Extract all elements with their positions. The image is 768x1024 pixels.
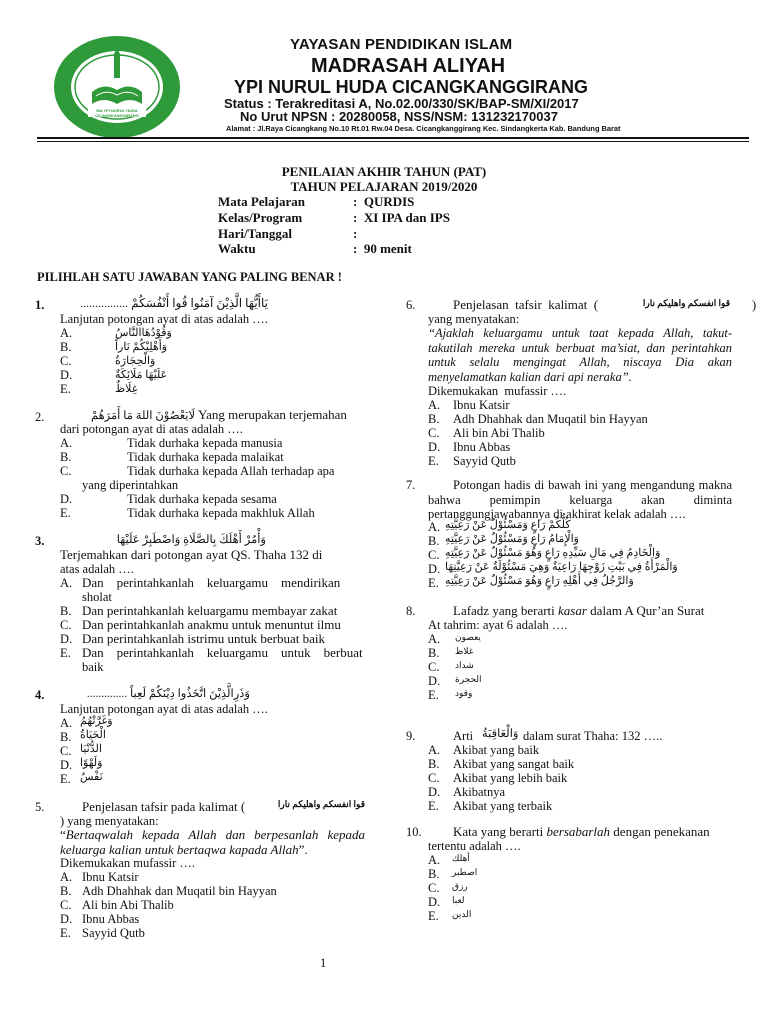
header-divider-thin xyxy=(37,141,749,142)
q10-text-line1 xyxy=(453,825,763,840)
header-divider xyxy=(37,137,749,139)
q1-option-c-letter[interactable]: C. xyxy=(60,354,72,368)
q8-number: 8. xyxy=(406,604,416,618)
q6-quote: “Ajaklah keluargamu untuk taat kepada Allah, takut-takutilah mereka untuk berbuat ma’siat, dan perintahkan untuk selalu mengingat Allah, niscaya Dia akan menyelamatkan kalian dari api neraka”. xyxy=(428,326,732,384)
q8-option-a-letter[interactable]: A. xyxy=(428,632,441,646)
q10-option-e[interactable]: الدين xyxy=(452,909,472,919)
q6-option-d-letter[interactable]: D. xyxy=(428,440,441,454)
q5-text-c: Dikemukakan mufassir …. xyxy=(60,856,196,870)
field-label-class: Kelas/Program xyxy=(218,210,303,225)
q9-text-a: Arti xyxy=(453,729,474,743)
q5-text-b: ) yang menyatakan: xyxy=(60,814,159,828)
q5-option-b-letter[interactable]: B. xyxy=(60,884,72,898)
q1-option-a[interactable]: وَقُوْدُهَاالنَّاسُ xyxy=(115,327,172,339)
instruction: PILIHLAH SATU JAWABAN YANG PALING BENAR ! xyxy=(37,270,342,284)
q6-option-a[interactable]: Ibnu Katsir xyxy=(453,398,510,412)
q1-option-d[interactable]: عَلَيْهَا مَلَائِكَةٌ xyxy=(115,369,168,381)
q3-arabic: وَأْمُرْ أَهْلَكَ بِالصَّلَاةِ وَاصْطَبِرْ عَلَيْهَا xyxy=(116,534,266,546)
q10-option-d-letter[interactable]: D. xyxy=(428,895,441,909)
q6-text-d: Dikemukakan mufassir …. xyxy=(428,384,567,398)
q2-option-b[interactable]: Tidak durhaka kepada malaikat xyxy=(127,450,284,464)
q10-text-b: dengan penekanan xyxy=(613,824,710,839)
q6-text-a: Penjelasan tafsir kalimat ( xyxy=(453,297,599,312)
q3-option-e-cont[interactable]: baik xyxy=(82,660,104,674)
q2-option-e[interactable]: Tidak durhaka kepada makhluk Allah xyxy=(127,506,315,520)
q10-option-a[interactable]: أهلك xyxy=(452,853,470,863)
q4-text: Lanjutan potongan ayat di atas adalah …. xyxy=(60,702,268,716)
exam-title: PENILAIAN AKHIR TAHUN (PAT) xyxy=(281,164,487,179)
q10-option-b[interactable]: اصطبر xyxy=(452,867,478,877)
q1-option-d-letter[interactable]: D. xyxy=(60,368,73,382)
q7-option-e[interactable]: وَالرَّجُلُ فِي أَهْلِهِ رَاعٍ وَهُوَ مَسْئُوْلٌ عَنْ رَعِيَّتِهِ xyxy=(445,575,634,587)
field-value-subject: : QURDIS xyxy=(353,194,415,209)
q3-option-c-letter[interactable]: C. xyxy=(60,618,72,632)
q4-option-a-letter[interactable]: A. xyxy=(60,716,73,730)
q8-option-d-letter[interactable]: D. xyxy=(428,674,441,688)
q10-option-b-letter[interactable]: B. xyxy=(428,867,440,881)
q1-number: 1. xyxy=(35,298,45,312)
school-address: Alamat : Jl.Raya Cicangkang No.10 Rt.01 Rw.04 Desa. Cicangkanggirang Kec. Sindangkerta Kab. Bandung Barat xyxy=(226,124,621,133)
q8-text-line1 xyxy=(453,604,763,619)
q7-number: 7. xyxy=(406,478,416,492)
q6-option-b[interactable]: Adh Dhahhak dan Muqatil bin Hayyan xyxy=(453,412,648,426)
q1-option-c[interactable]: وَالْحِجَارَةُ xyxy=(115,355,156,367)
q3-option-a-letter[interactable]: A. xyxy=(60,576,73,590)
q5-quote xyxy=(60,828,365,857)
q9-option-d[interactable]: Akibatnya xyxy=(453,785,506,799)
q7-option-c[interactable]: وَالْخَادِمُ فِي مَالِ سَيِّدِهِ رَاعٍ وَهُوَ مَسْئُوْلٌ عَنْ رَعِيَّتِهِ xyxy=(445,547,661,559)
q10-option-e-letter[interactable]: E. xyxy=(428,909,439,923)
q4-option-b-letter[interactable]: B. xyxy=(60,730,72,744)
q2-option-a[interactable]: Tidak durhaka kepada manusia xyxy=(127,436,283,450)
logo-bottom-text: MA YPI NURUL HUDA CICANGKANGGIRANG xyxy=(95,108,139,118)
field-value-class: : XI IPA dan IPS xyxy=(353,210,450,225)
q8-option-e-letter[interactable]: E. xyxy=(428,688,439,702)
q3-text-a: Terjemahkan dari potongan ayat QS. Thaha 132 di xyxy=(60,547,323,562)
q5-text-a: Penjelasan tafsir pada kalimat ( xyxy=(82,799,246,814)
npsn-line: No Urut NPSN : 20280058, NSS/NSM: 131232170037 xyxy=(240,109,558,124)
q7-option-a[interactable]: كُلُّكُمْ رَاعٍ وَمَسْئُوْلٌ عَنْ رَعِيَّتِهِ xyxy=(445,519,571,531)
q8-option-d[interactable]: الحجرة xyxy=(455,674,482,684)
school-logo xyxy=(52,34,182,140)
q3-option-a[interactable]: Dan perintahkanlah keluargamu mendirikan xyxy=(82,575,341,590)
q6-option-a-letter[interactable]: A. xyxy=(428,398,441,412)
q3-option-e-letter[interactable]: E. xyxy=(60,646,71,660)
q5-quote-open: “ xyxy=(60,827,66,842)
q8-option-e[interactable]: وقود xyxy=(455,688,473,698)
q5-option-c-letter[interactable]: C. xyxy=(60,898,72,912)
q10-text-a: Kata yang berarti xyxy=(453,824,544,839)
q8-text-b: dalam A Qur’an Surat xyxy=(590,603,705,618)
q3-option-d-letter[interactable]: D. xyxy=(60,632,73,646)
q10-option-d[interactable]: لعبا xyxy=(452,895,465,905)
q9-arabic: وَالْعَاقِبَةُ xyxy=(482,728,519,740)
q4-option-a[interactable]: وَغَرَّتْهُمُ xyxy=(80,715,113,727)
q2-option-c-cont[interactable]: yang diperintahkan xyxy=(82,478,179,492)
q2-option-b-letter[interactable]: B. xyxy=(60,450,72,464)
q2-text-b: dari potongan ayat di atas adalah …. xyxy=(60,422,243,436)
q2-option-e-letter[interactable]: E. xyxy=(60,506,71,520)
q7-text: Potongan hadis di bawah ini yang mengandung makna bahwa pemimpin keluarga akan diminta pertanggungjawabannya di akhirat kelak adalah …. xyxy=(428,478,732,521)
q10-option-a-letter[interactable]: A. xyxy=(428,853,441,867)
q5-option-a[interactable]: Ibnu Katsir xyxy=(82,870,139,884)
q6-text-b: ) xyxy=(752,298,757,312)
q5-option-e-letter[interactable]: E. xyxy=(60,926,71,940)
q7-option-b-letter[interactable]: B. xyxy=(428,534,440,548)
q3-number: 3. xyxy=(35,534,45,548)
q9-option-d-letter[interactable]: D. xyxy=(428,785,441,799)
q8-text-a: Lafadz yang berarti xyxy=(453,603,555,618)
q2-option-c-letter[interactable]: C. xyxy=(60,464,72,478)
q6-option-c-letter[interactable]: C. xyxy=(428,426,440,440)
q2-number: 2. xyxy=(35,410,45,424)
q9-number: 9. xyxy=(406,729,416,743)
q6-number: 6. xyxy=(406,298,416,312)
exam-year: TAHUN PELAJARAN 2019/2020 xyxy=(290,179,478,194)
q9-option-a[interactable]: Akibat yang baik xyxy=(453,743,540,757)
q7-option-a-letter[interactable]: A. xyxy=(428,520,441,534)
q2-option-a-letter[interactable]: A. xyxy=(60,436,73,450)
field-label-time: Waktu xyxy=(218,241,256,256)
q2-option-d-letter[interactable]: D. xyxy=(60,492,73,506)
q4-option-c[interactable]: الدُّنْيَا xyxy=(80,743,102,755)
school-type: MADRASAH ALIYAH xyxy=(311,55,506,77)
q8-option-c-letter[interactable]: C. xyxy=(428,660,440,674)
q7-option-d[interactable]: وَالْمَرْأَةُ فِي بَيْتِ زَوْجِهَا رَاعِيَةٌ وَهِيَ مَسْئُوْلَةٌ عَنْ رَعِيَّتِهَا xyxy=(445,561,678,573)
q6-option-e[interactable]: Sayyid Qutb xyxy=(453,454,516,468)
foundation-name: YAYASAN PENDIDIKAN ISLAM xyxy=(290,36,513,53)
q5-option-d[interactable]: Ibnu Abbas xyxy=(82,912,140,926)
page-number: 1 xyxy=(320,956,327,970)
q4-option-e[interactable]: نَفْسٌ xyxy=(80,771,103,783)
q7-option-e-letter[interactable]: E. xyxy=(428,576,439,590)
q9-option-c[interactable]: Akibat yang lebih baik xyxy=(453,771,568,785)
q9-option-b-letter[interactable]: B. xyxy=(428,757,440,771)
q5-option-c[interactable]: Ali bin Abi Thalib xyxy=(82,898,174,912)
q9-option-b[interactable]: Akibat yang sangat baik xyxy=(453,757,575,771)
q2-text-a: Yang merupakan terjemahan xyxy=(198,407,347,422)
q7-option-d-letter[interactable]: D. xyxy=(428,562,441,576)
q5-option-a-letter[interactable]: A. xyxy=(60,870,73,884)
q3-option-a-cont[interactable]: sholat xyxy=(82,590,112,604)
q1-option-e-letter[interactable]: E. xyxy=(60,382,71,396)
q9-option-c-letter[interactable]: C. xyxy=(428,771,440,785)
q3-option-c[interactable]: Dan perintahkanlah anakmu untuk menuntut ilmu xyxy=(82,617,341,632)
q8-option-b-letter[interactable]: B. xyxy=(428,646,440,660)
q1-text: Lanjutan potongan ayat di atas adalah …. xyxy=(60,312,268,326)
q1-option-a-letter[interactable]: A. xyxy=(60,326,73,340)
q5-option-e[interactable]: Sayyid Qutb xyxy=(82,926,145,940)
q4-number: 4. xyxy=(35,688,45,702)
q3-option-b-letter[interactable]: B. xyxy=(60,604,72,618)
q6-option-b-letter[interactable]: B. xyxy=(428,412,440,426)
q5-arabic: قوا انفسكم واهليكم نارا xyxy=(277,799,365,809)
q4-option-d[interactable]: وَلَهْوًا xyxy=(80,757,103,769)
field-label-subject: Mata Pelajaran xyxy=(218,194,306,209)
q6-option-c[interactable]: Ali bin Abi Thalib xyxy=(453,426,545,440)
field-value-date: : xyxy=(353,226,358,241)
q6-arabic: قوا انفسكم واهليكم نارا xyxy=(642,298,730,308)
q5-option-d-letter[interactable]: D. xyxy=(60,912,73,926)
q1-option-b-letter[interactable]: B. xyxy=(60,340,72,354)
q4-option-c-letter[interactable]: C. xyxy=(60,744,72,758)
q3-option-d[interactable]: Dan perintahkanlah istrimu untuk berbuat baik xyxy=(82,631,325,646)
q3-option-e[interactable]: Dan perintahkanlah keluargamu untuk berbuat xyxy=(82,645,363,660)
q9-option-e-letter[interactable]: E. xyxy=(428,799,439,813)
q10-bersabarlah: bersabarlah xyxy=(546,824,611,839)
q8-option-c[interactable]: شداد xyxy=(455,660,474,670)
q2-option-d[interactable]: Tidak durhaka kepada sesama xyxy=(127,492,277,506)
q10-option-c-letter[interactable]: C. xyxy=(428,881,440,895)
q6-text-c: yang menyatakan: xyxy=(428,312,520,326)
q1-option-b[interactable]: وَأَهْلِيْكُمْ نَاراً xyxy=(115,341,168,353)
q8-text-c: At tahrim: ayat 6 adalah …. xyxy=(428,618,568,632)
q9-option-e[interactable]: Akibat yang terbaik xyxy=(453,799,553,813)
q6-option-e-letter[interactable]: E. xyxy=(428,454,439,468)
q8-kasar: kasar xyxy=(558,603,587,618)
q7-option-b[interactable]: وَالْإِمَامُ رَاعٍ وَمَسْئُوْلٌ عَنْ رَعِيَّتِهِ xyxy=(445,533,579,545)
q1-option-e[interactable]: غِلَاظٌ xyxy=(115,383,138,395)
q4-option-d-letter[interactable]: D. xyxy=(60,758,73,772)
q4-option-e-letter[interactable]: E. xyxy=(60,772,71,786)
q5-number: 5. xyxy=(35,800,45,814)
q9-text-b: dalam surat Thaha: 132 ….. xyxy=(523,729,663,743)
q5-quote-text: Bertaqwalah kepada Allah dan berpesanlah kepada keluarga kalian untuk bertaqwa kapada Allah xyxy=(60,827,365,857)
q3-option-b[interactable]: Dan perintahkanlah keluargamu membayar zakat xyxy=(82,603,338,618)
q2-option-c[interactable]: Tidak durhaka kepada Allah terhadap apa xyxy=(127,464,335,478)
q5-option-b[interactable]: Adh Dhahhak dan Muqatil bin Hayyan xyxy=(82,884,277,898)
q10-text-c: tertentu adalah …. xyxy=(428,839,521,853)
school-name: YPI NURUL HUDA CICANGKANGGIRANG xyxy=(234,77,589,97)
q4-option-b[interactable]: الْحَيَاةُ xyxy=(80,729,106,741)
accreditation-status: Status : Terakreditasi A, No.02.00/330/SK/BAP-SM/XI/2017 xyxy=(224,96,579,111)
q4-arabic: وَذَرِالَّذِيْنَ اتَّخَذُوا دِيْنَكُمْ لَعِباً .............. xyxy=(86,688,250,700)
q5-quote-close: ”. xyxy=(298,841,308,857)
field-label-date: Hari/Tanggal xyxy=(218,226,292,241)
q8-option-a[interactable]: يعصون xyxy=(455,632,481,642)
q3-text-b: atas adalah …. xyxy=(60,562,134,576)
q8-option-b[interactable]: غلاظ xyxy=(455,646,474,656)
logo-emblem-icon xyxy=(52,34,182,140)
q2-arabic: لَايَعْصُوْنَ اللهَ مَا أَمَرَهُمْ xyxy=(90,410,195,422)
q10-option-c[interactable]: رزق xyxy=(452,881,468,891)
field-value-time: : 90 menit xyxy=(353,241,412,256)
q7-option-c-letter[interactable]: C. xyxy=(428,548,440,562)
q1-arabic: يَاأَيُّهَا الَّذِيْنَ آمَنُوا قُوا أَنْفُسَكُمْ ................ xyxy=(80,296,268,310)
q9-option-a-letter[interactable]: A. xyxy=(428,743,441,757)
q10-number: 10. xyxy=(406,825,422,839)
q6-option-d[interactable]: Ibnu Abbas xyxy=(453,440,511,454)
